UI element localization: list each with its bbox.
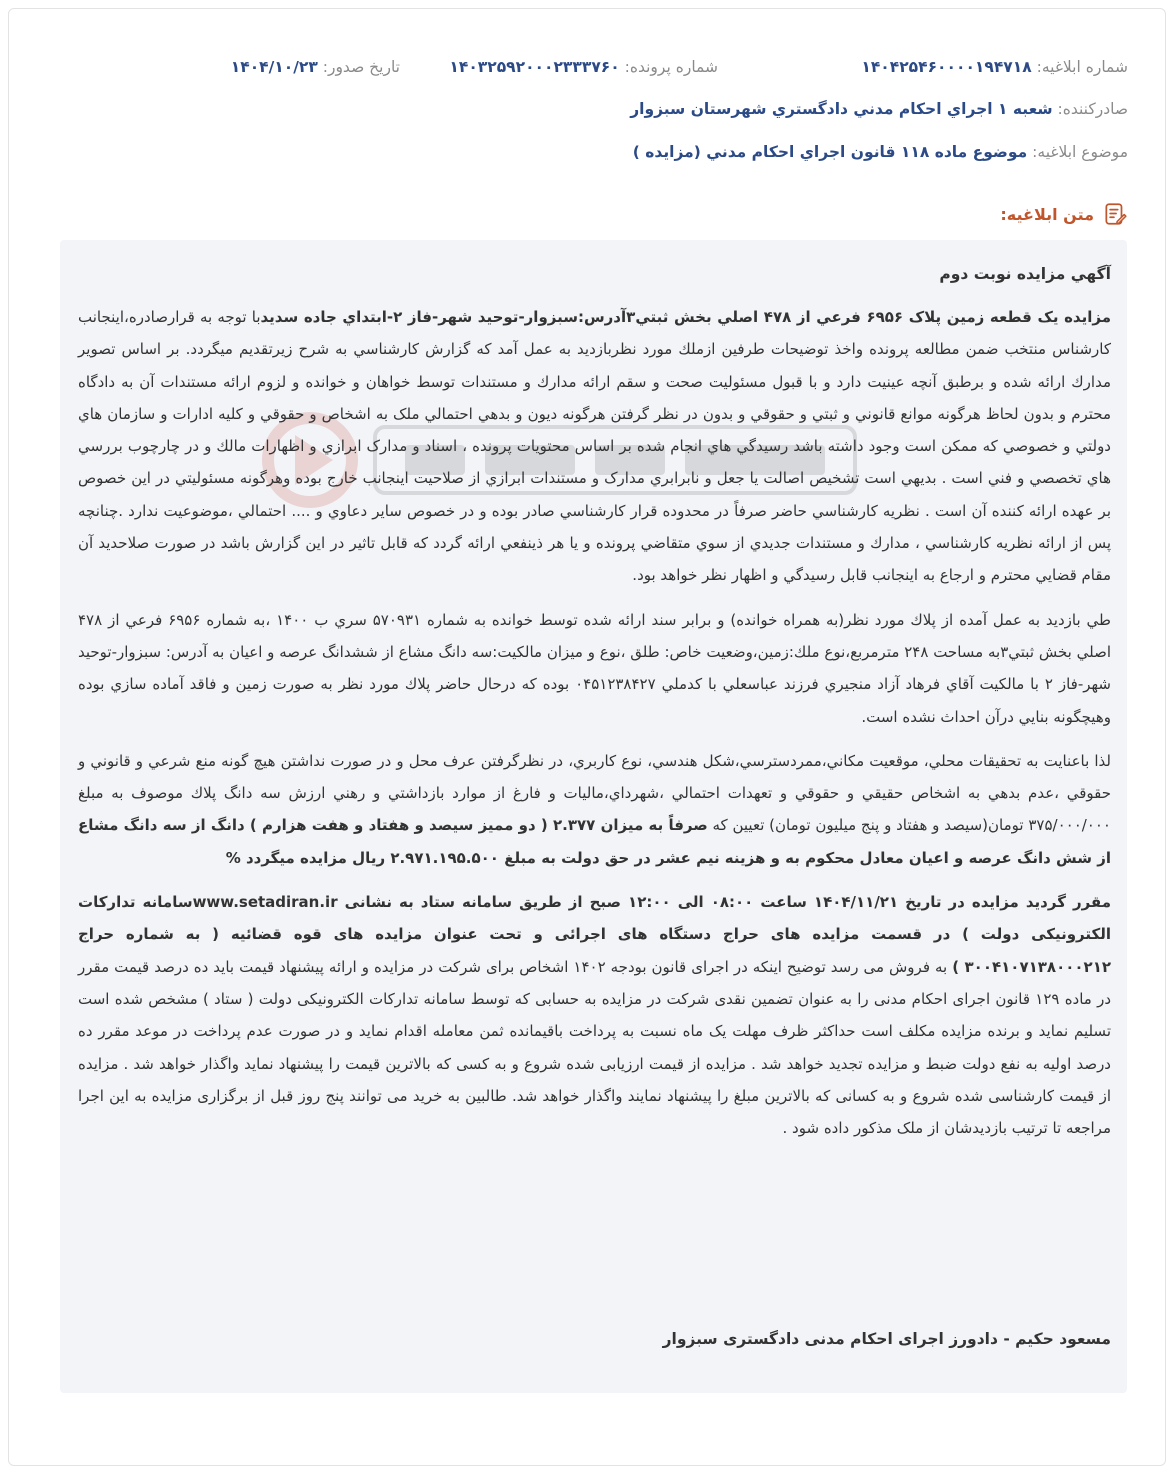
case-number-label: شماره پرونده: [624, 58, 718, 76]
signature: مسعود حکيم - دادورز اجرای احکام مدنی دادگستری سبزوار [662, 1330, 1111, 1348]
issue-date-label: تاريخ صدور: [322, 58, 400, 76]
notice-content-box [60, 240, 1127, 1393]
notice-body [78, 260, 1111, 1144]
notice-number-value: ۱۴۰۴۲۵۴۶۰۰۰۰۱۹۴۷۱۸ [861, 58, 1032, 76]
issue-date-value: ۱۴۰۴/۱۰/۲۳ [230, 58, 318, 76]
paragraph-auction-terms-text: به فروش می رسد توضيح اينكه در اجرای قانون بودجه ۱۴۰۲ اشخاص برای شركت در مزايده و ارائه پيشنهاد قيمت بايد ده درصد قيمت مقرر در ماده ۱۲۹ قانون اجرای احكام مدنی را به عنوان تضمين نقدی شركت در مزايده به حسابی كه توسط سامانه تداركات الكترونيكی دولت ( ستاد ) مشخص شده است تسليم نمايد و برنده مزايده مكلف است حداكثر ظرف مهلت يک ماه نسبت به پرداخت باقيمانده ثمن معامله اقدام نمايد و در صورت عدم پرداخت در موعد مقرر ده درصد اوليه به نفع دولت ضبط و مزايده تجديد خواهد شد . مزايده از قيمت ارزيابی شده شروع و به كسی كه بالاترين قيمت را پيشنهاد نمايد واگذار خواهد شد . مزايده از قيمت كارشناسی شده شروع و به كسانی كه بالاترين مبلغ را پيشنهاد نمايند واگذار خواهد شد. طالبين به خريد می توانند پنج روز قبل از برگزاری مزايده به اين اجرا مراجعه تا ترتيب بازديدشان از ملک مذكور داده شود . [78, 957, 1111, 1138]
paragraph-valuation [78, 745, 1111, 874]
case-number-value: ۱۴۰۳۲۵۹۲۰۰۰۲۳۳۳۷۶۰ [449, 58, 620, 76]
notice-number [861, 58, 1128, 76]
meta-row-issuer [46, 100, 1128, 118]
issuer-value: شعبه ۱ اجراي احکام مدني دادگستري شهرستان سبزوار [630, 100, 1053, 118]
notice-text-title-label: متن ابلاغيه: [1000, 204, 1094, 224]
paragraph-property-visit: طي بازديد به عمل آمده از پلاك مورد نظر(به همراه خوانده) و برابر سند ارائه شده توسط خوانده به شماره ۵۷۰۹۳۱ سري ب ۱۴۰۰ ،به شماره ۶۹۵۶ فرعي از ۴۷۸ اصلي بخش ثبتي۳به مساحت ۲۴۸ مترمربع،نوع ملك:زمين،وضعيت خاص: طلق ،نوع و ميزان مالكيت:سه دانگ مشاع از ششدانگ عرصه و اعيان به آدرس: سبزوار-توحيد شهر-فاز ۲ با مالكيت آقاي فرهاد آزاد منجيري فرزند عباسعلي با كدملي ۰۴۵۱۲۳۸۴۲۷ بوده كه درحال حاضر پلاك مورد نظر به صورت زمين و فاقد آماده سازي بوده وهيچگونه بنايي درآن احداث نشده است. [78, 610, 1111, 726]
case-number [449, 58, 718, 76]
property-description: مزايده یک قطعه زمين پلاک ۶۹۵۶ فرعي از ۴۷۸ اصلي بخش ثبتي۳آدرس:سبزوار-توحيد شهر-فاز ۲-ابتداي جاده سديد [260, 308, 1111, 326]
subject-value: موضوع ماده ۱۱۸ قانون اجراي احکام مدني (مزايده ) [632, 143, 1028, 161]
paragraph-auction-terms [78, 886, 1111, 1144]
issuer-label: صادرکننده: [1057, 100, 1128, 118]
meta-row-subject [46, 143, 1128, 161]
paragraph-expert-report [78, 301, 1111, 592]
issue-date [231, 58, 400, 76]
paragraph-expert-report-text: با توجه به قرارصادره،اينجانب کارشناس منتخب ضمن مطالعه پرونده واخذ توضيحات طرفين ازملك مورد نظربازديد به عمل آمد كه گزارش كارشناسي به شرح زيرتقديم ميگردد. بر اساس تصوير مدارك ارائه شده و برطبق آنچه عينيت دارد و با قبول مسئوليت صحت و سقم ارائه مدارك و مستندات توسط خواهان و خوانده و لزوم ارائه مستندات آن به دادگاه محترم و بدون لحاظ هرگونه موانع قانوني و ثبتي و حقوقي و بدون در نظر گرفتن هرگونه ديون و بدهي احتمالي ملک به اشخاص و حقوقي و کليه ادارات و سازمان هاي دولتي و خصوصي که ممکن است وجود داشته باشد رسيدگي هاي انجام شده بر اساس محتويات پرونده ، اسناد و مدارک ابرازي و اظهارات مالك و در چارچوب بررسي هاي تخصصي و فني است . بديهي است تشخيص اصالت يا جعل و نابرابري مدارک و مستندات ابرازي از صلاحيت اينجانب خارج بوده وهرگونه مسئوليتي در اين خصوص بر عهده ارائه کننده آن است . نظريه کارشناسي حاضر صرفاً در محدوده قرار کارشناسي صادر بوده و در خصوص ساير دعاوي و .... احتمالي ،موضوعيت ندارد .چنانچه پس از ارائه نظريه كارشناسي ، مدارك و مستندات جديدي از سوي متقاضي پرونده و يا هر ذينفعي ارائه گردد كه قابل تاثير در اين گزارش باشد در صورت صلاحديد آن مقام قضايي محترم و ارجاع به اينجانب قابل رسيدگي و اظهار نظر خواهد بود. [78, 308, 1111, 585]
document-icon [1102, 201, 1128, 227]
auction-date-and-portal: مقرر گرديد مزايده در تاريخ ۱۴۰۴/۱۱/۲۱ ساعت ۰۸:۰۰ الی ۱۲:۰۰ صبح از طريق سامانه ستاد به نشانی www.setadiran.irسامانه تداركات الكترونيكی دولت ) در قسمت مزايده های حراج دستگاه های اجرائی و تحت عنوان مزايده های قوه قضائيه ( به شماره حراج ۳۰۰۴۱۰۷۱۳۸۰۰۰۲۱۲ ) [78, 893, 1112, 976]
paragraph-valuation-text: لذا باعنايت به تحقيقات محلي، موقعيت مكاني،ممردسترسي،شكل هندسي، نوع كاربري، در نظرگرفتن عرف محل و در صورت نداشتن هيچ گونه منع شرعي و قانوني و حقوقي ،عدم بدهي به اشخاص حقيقي و حقوقي و تعهدات احتمالي ،شهرداي،ماليات و فارغ از موارد بازداشتي و رهني ارزش سه دانگ پلاك موصوف به مبلغ ۳۷۵/۰۰۰/۰۰۰ تومان(سيصد و هفتاد و پنج ميليون تومان) تعيين كه [78, 751, 1111, 835]
subject-label: موضوع ابلاغيه: [1032, 143, 1128, 161]
meta-row-numbers [46, 58, 1128, 82]
notice-heading: آگهي مزايده نوبت دوم [939, 265, 1111, 283]
notice-text-title [1000, 200, 1128, 228]
valuation-amount: صرفاً به ميزان ۲.۳۷۷ ( دو مميز سيصد و هفتاد و هفت هزارم ) دانگ از سه دانگ مشاع از شش دانگ عرصه و اعيان معادل محكوم به و هزينه نيم عشر در حق دولت به مبلغ ۲.۹۷۱.۱۹۵.۵۰۰ ريال مزايده ميگردد % [78, 816, 1111, 867]
notice-number-label: شماره ابلاغيه: [1036, 58, 1128, 76]
